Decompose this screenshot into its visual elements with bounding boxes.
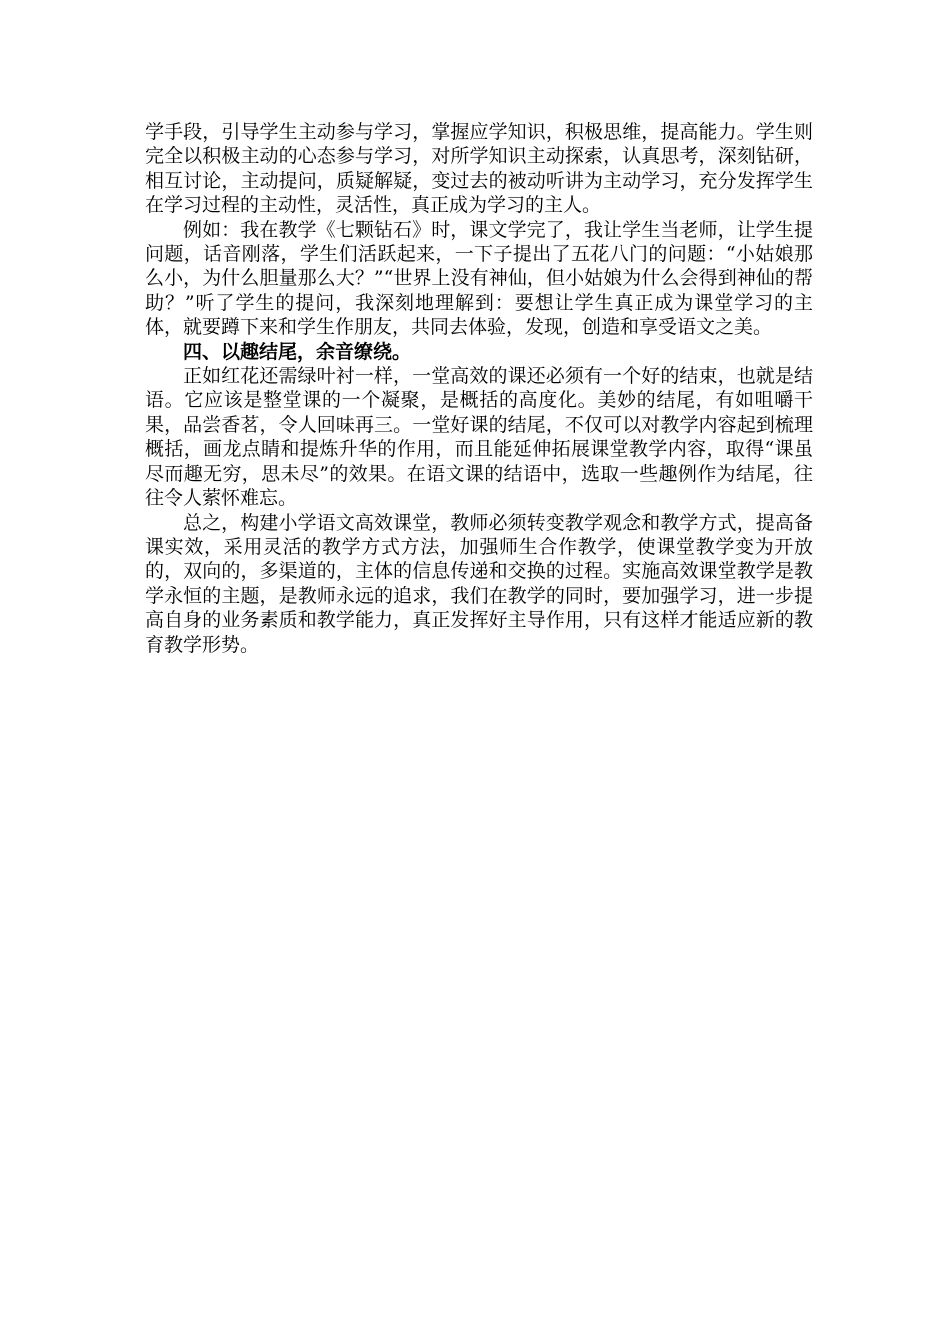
section-heading: 四、以趣结尾，余音缭绕。 bbox=[183, 340, 412, 363]
document-page bbox=[145, 120, 813, 657]
paragraph-continuation: 学手段，引导学生主动参与学习，掌握应学知识，积极思维，提高能力。学生则完全以积极主动的心态参与学习，对所学知识主动探索，认真思考，深刻钻研，相互讨论，主动提问，质疑解疑，变过去的被动听讲为主动学习，充分发挥学生在学习过程的主动性，灵活性，真正成为学习的主人。 bbox=[145, 121, 813, 217]
paragraph-example: 例如：我在教学《七颗钻石》时，课文学完了，我让学生当老师，让学生提问题，话音刚落，学生们活跃起来，一下子提出了五花八门的问题：“小姑娘那么小，为什么胆量那么大？”“世界上没有神仙，但小姑娘为什么会得到神仙的帮助？”听了学生的提问，我深刻地理解到：要想让学生真正成为课堂学习的主体，就要蹲下来和学生作朋友，共同去体验，发现，创造和享受语文之美。 bbox=[145, 218, 813, 339]
paragraph-conclusion: 总之，构建小学语文高效课堂，教师必须转变教学观念和教学方式，提高备课实效，采用灵活的教学方式方法，加强师生合作教学，使课堂教学变为开放的，双向的，多渠道的，主体的信息传递和交换的过程。实施高效课堂教学是教学永恒的主题，是教师永远的追求，我们在教学的同时，要加强学习，进一步提高自身的业务素质和教学能力，真正发挥好主导作用，只有这样才能适应新的教育教学形势。 bbox=[145, 511, 813, 656]
paragraph-ending: 正如红花还需绿叶衬一样，一堂高效的课还必须有一个好的结束，也就是结语。它应该是整堂课的一个凝聚，是概括的高度化。美妙的结尾，有如咀嚼干果，品尝香茗，令人回味再三。一堂好课的结尾，不仅可以对教学内容起到梳理概括，画龙点睛和提炼升华的作用，而且能延伸拓展课堂教学内容，取得“课虽尽而趣无穷，思未尽”的效果。在语文课的结语中，选取一些趣例作为结尾，往往令人萦怀难忘。 bbox=[145, 365, 813, 510]
